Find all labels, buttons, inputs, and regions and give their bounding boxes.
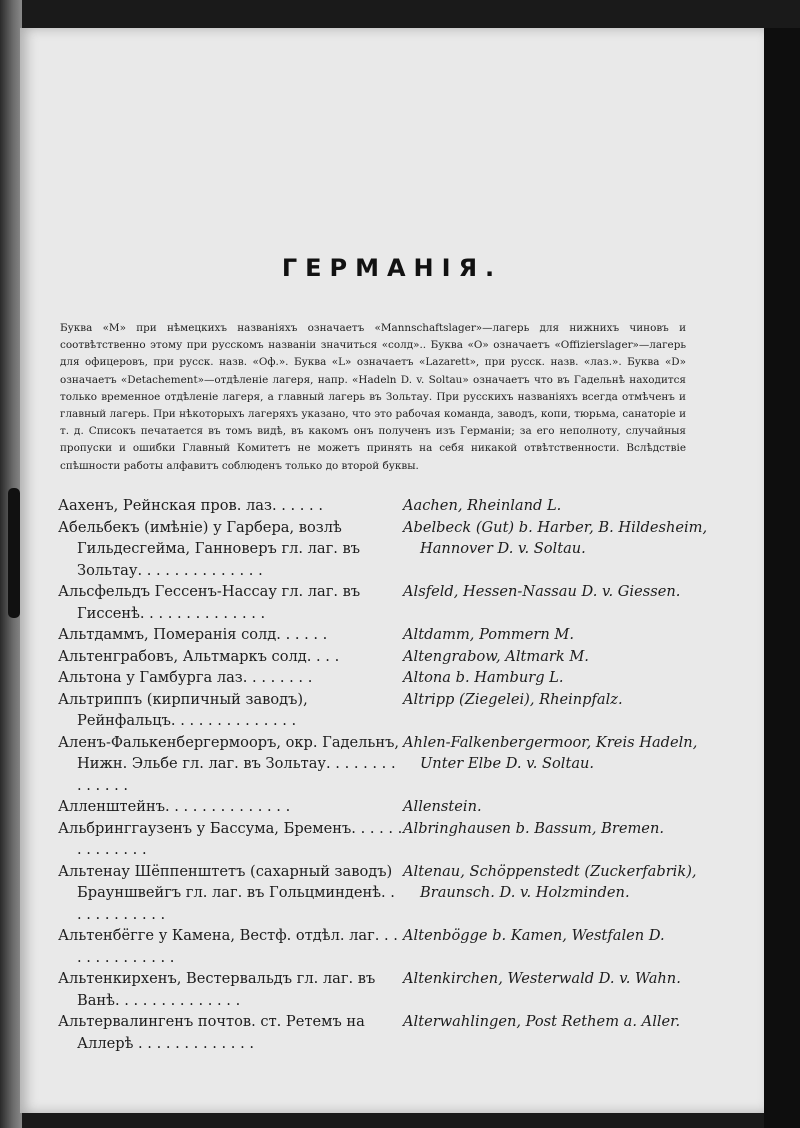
list-item [58, 968, 718, 1011]
list-item [58, 861, 718, 926]
german-name: Altona b. Hamburg L. [403, 669, 564, 686]
binding-mark [8, 488, 20, 618]
german-name: Altdamm, Pommern M. [403, 626, 574, 643]
list-item [58, 818, 718, 861]
russian-name: Альсфельдъ Гессенъ-Нассау гл. лаг. въ Гиссенѣ. . . . . . . . . . . . . . [58, 583, 361, 622]
german-name: Allenstein. [403, 798, 482, 815]
list-item [58, 1011, 718, 1054]
russian-name: Альтенау Шёппенштетъ (сахарный заводъ) Брауншвейгъ гл. лаг. въ Гольцминденѣ. . . . . . . . . . . . [58, 862, 395, 923]
background-edge [764, 28, 800, 1128]
list-item [58, 732, 718, 797]
russian-name: Альтервалингенъ почтов. ст. Ретемъ на Аллерѣ . . . . . . . . . . . . . [58, 1013, 365, 1052]
list-item [58, 646, 718, 668]
russian-name: Аахенъ, Рейнская пров. лаз. . . . . . [58, 497, 323, 514]
page-title: ГЕРМАНІЯ. [281, 254, 503, 282]
german-name: Alsfeld, Hessen-Nassau D. v. Giessen. [403, 583, 681, 600]
russian-name: Альтенкирхенъ, Вестервальдъ гл. лаг. въ Ванѣ. . . . . . . . . . . . . . [58, 970, 376, 1009]
german-name: Altenkirchen, Westerwald D. v. Wahn. [403, 970, 681, 987]
list-item [58, 925, 718, 968]
russian-name: Альтриппъ (кирпичный заводъ), Рейнфальцъ. . . . . . . . . . . . . . [58, 690, 308, 729]
list-item [58, 517, 718, 582]
russian-name: Аленъ-Фалькенбергермооръ, окр. Гадельнъ, Нижн. Эльбе гл. лаг. въ Зольтау. . . . . . . . . . . . . . [58, 733, 400, 794]
russian-name: Абельбекъ (имѣніе) у Гарбера, возлѣ Гильдесгейма, Ганноверъ гл. лаг. въ Зольтау. . . . . . . . . . . . . . [58, 518, 361, 579]
list-item [58, 689, 718, 732]
russian-name: Альтенбёгге у Камена, Вестф. отдѣл. лаг. . . . . . . . . . . . . . [58, 927, 398, 966]
camp-list [58, 495, 718, 1054]
russian-name: Альтдаммъ, Померанія солд. . . . . . [58, 626, 328, 643]
list-item [58, 667, 718, 689]
list-item [58, 581, 718, 624]
intro-paragraph: Буква «M» при нѣмецкихъ названіяхъ означаетъ «Mannschaftslager»—лагерь для нижнихъ чиновъ и соотвѣтственно этому при русскомъ названіи значиться «солд».. Буква «O» означаетъ «Offizierslager»—лагерь для офицеровъ, при русск. назв. «Оф.». Буква «L» означаетъ «Lazarett», при русск. назв. «лаз.». Буква «D» означаетъ «Detachement»—отдѣленіе лагеря, напр. «Hadeln D. v. Soltau» означаетъ что въ Гадельнѣ находится только временное отдѣленіе лагеря, а главный лагерь въ Зольтау. При русскихъ названіяхъ всегда отмѣченъ и главный лагерь. При нѣкоторыхъ лагеряхъ указано, что это рабочая команда, заводъ, копи, тюрьма, санаторіе и т. д. Списокъ печатается въ томъ видѣ, въ какомъ онъ полученъ изъ Германіи; за его неполноту, случайныя пропуски и ошибки Главный Комитетъ не можетъ принять на себя никакой отвѣтственности. Вслѣдствіе спѣшности работы алфавитъ соблюденъ только до второй буквы. [60, 322, 686, 472]
german-name: Abelbeck (Gut) b. Harber, B. Hildesheim, Hannover D. v. Soltau. [403, 518, 708, 557]
german-name: Altenbögge b. Kamen, Westfalen D. [403, 927, 665, 944]
german-name: Alterwahlingen, Post Rethem a. Aller. [403, 1013, 681, 1030]
german-name: Aachen, Rheinland L. [403, 497, 562, 514]
russian-name: Альтенграбовъ, Альтмаркъ солд. . . . [58, 647, 340, 665]
german-name: Ahlen-Falkenbergermoor, Kreis Hadeln, Unter Elbe D. v. Soltau. [403, 733, 698, 772]
russian-name: Альбринггаузенъ у Бассума, Бременъ. . . . . . . . . . . . . . [58, 819, 403, 858]
german-name: Altengrabow, Altmark M. [403, 647, 589, 665]
list-item [58, 796, 718, 818]
russian-name: Альтона у Гамбурга лаз. . . . . . . . [58, 669, 313, 686]
book-page [20, 28, 764, 1113]
list-item [58, 624, 718, 646]
german-name: Albringhausen b. Bassum, Bremen. [403, 819, 664, 837]
german-name: Altripp (Ziegelei), Rheinpfalz. [403, 690, 623, 708]
german-name: Altenau, Schöppenstedt (Zuckerfabrik), Braunsch. D. v. Holzminden. [403, 862, 697, 901]
list-item [58, 495, 718, 517]
russian-name: Алленштейнъ. . . . . . . . . . . . . . [58, 798, 291, 815]
